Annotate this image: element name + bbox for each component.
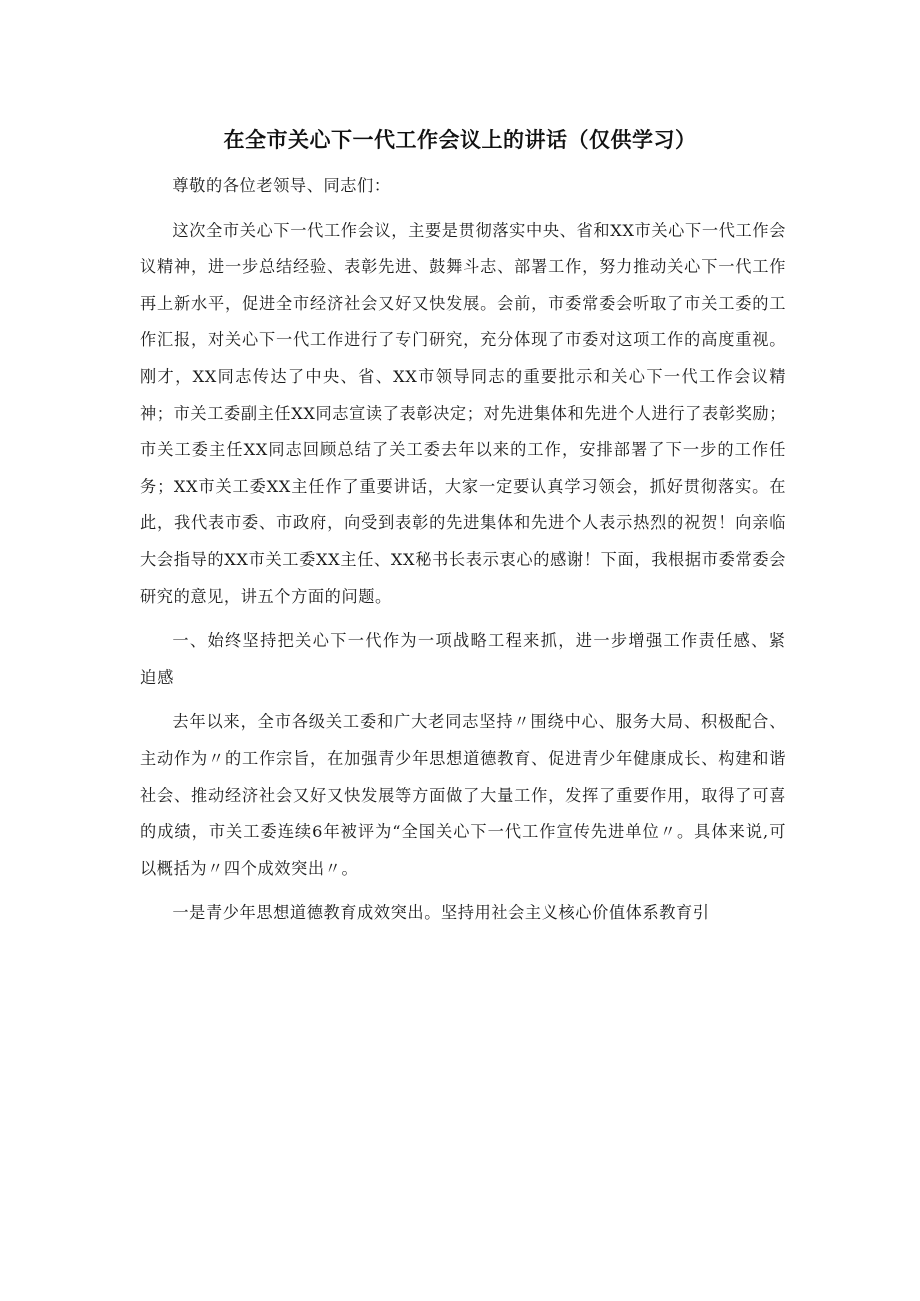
paragraph-intro: 这次全市关心下一代工作会议，主要是贯彻落实中央、省和XX市关心下一代工作会议精神，进一步总结经验、表彰先进、鼓舞斗志、部署工作，努力推动关心下一代工作再上新水平，促进全市经济社会又好又快发展。会前，市委常委会听取了市关工委的工作汇报，对关心下一代工作进行了专门研究，充分体现了市委对这项工作的高度重视。刚才，XX同志传达了中央、省、XX市领导同志的重要批示和关心下一代工作会议精神；市关工委副主任XX同志宣读了表彰决定；对先进集体和先进个人进行了表彰奖励；市关工委主任XX同志回顾总结了关工委去年以来的工作，安排部署了下一步的工作任务；XX市关工委XX主任作了重要讲话，大家一定要认真学习领会，抓好贯彻落实。在此，我代表市委、市政府，向受到表彰的先进集体和先进个人表示热烈的祝贺！向亲临大会指导的XX市关工委XX主任、XX秘书长表示衷心的感谢！下面，我根据市委常委会研究的意见，讲五个方面的问题。 [140,220,786,606]
document-body [140,168,786,932]
section-heading-1: 一、始终坚持把关心下一代作为一项战略工程来抓，进一步增强工作责任感、紧迫感 [140,631,786,687]
salutation: 尊敬的各位老领导、同志们： [172,176,391,195]
paragraph-first-point: 一是青少年思想道德教育成效突出。坚持用社会主义核心价值体系教育引 [172,903,710,923]
document-title: 在全市关心下一代工作会议上的讲话（仅供学习） [223,128,697,152]
paragraph-achievements: 去年以来，全市各级关工委和广大老同志坚持〃围绕中心、服务大局、积极配合、主动作为〃的工作宗旨，在加强青少年思想道德教育、促进青少年健康成长、构建和谐社会、推动经济社会又好又快发展等方面做了大量工作，发挥了重要作用，取得了可喜的成绩，市关工委连续6年被评为“全国关心下一代工作宣传先进单位〃。具体来说,可以概括为〃四个成效突出〃。 [140,712,786,878]
